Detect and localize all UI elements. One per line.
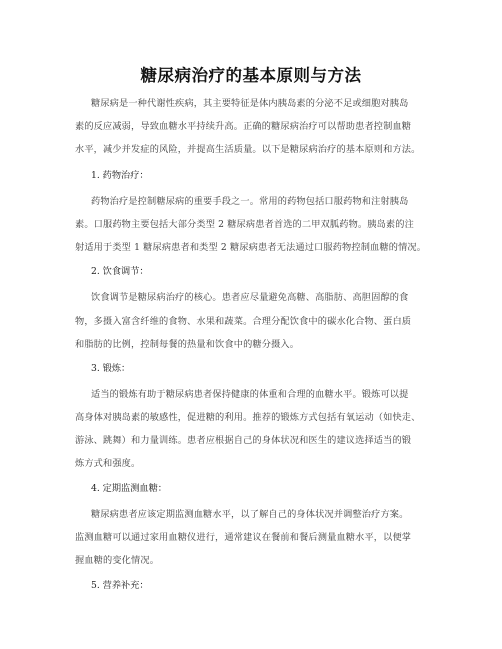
intro-line: 素的反应减弱，导致血糖水平持续升高。正确的糖尿病治疗可以帮助患者控制血糖 (75, 121, 412, 132)
page-title: 糖尿病治疗的基本原则与方法 (140, 66, 362, 85)
section-heading: 3. 锻炼： (91, 363, 131, 374)
section-heading: 1. 药物治疗： (91, 170, 149, 181)
section-line: 适当的锻炼有助于糖尿病患者保持健康的体重和合理的血糖水平。锻炼可以提 (91, 389, 409, 400)
intro-line: 水平，减少并发症的风险，并提高生活质量。以下是糖尿病治疗的基本原则和方法。 (75, 144, 421, 155)
section-line: 物，多摄入富含纤维的食物、水果和蔬菜。合理分配饮食中的碳水化合物、蛋白质 (75, 316, 412, 327)
section-line: 药物治疗是控制糖尿病的重要手段之一。常用的药物包括口服药物和注射胰岛 (91, 196, 409, 207)
section-line: 游泳、跳舞）和力量训练。患者应根据自己的身体状况和医生的建议选择适当的锻 (75, 435, 412, 446)
section-heading: 4. 定期监测血糖： (91, 483, 167, 494)
section-line: 素。口服药物主要包括大部分类型 2 糖尿病患者首选的二甲双胍药物。胰岛素的注 (75, 219, 414, 230)
section-heading: 5. 营养补充： (91, 580, 149, 591)
section-heading: 2. 饮食调节： (91, 266, 149, 277)
section-line: 射适用于类型 1 糖尿病患者和类型 2 糖尿病患者无法通过口服药物控制血糖的情况。 (75, 242, 427, 253)
section-line: 饮食调节是糖尿病治疗的核心。患者应尽量避免高糖、高脂肪、高胆固醇的食 (91, 292, 409, 303)
section-line: 监测血糖可以通过家用血糖仪进行，通常建议在餐前和餐后测量血糖水平，以便掌 (75, 532, 412, 543)
section-line: 炼方式和强度。 (75, 458, 141, 469)
section-line: 握血糖的变化情况。 (75, 555, 160, 566)
section-line: 糖尿病患者应该定期监测血糖水平，以了解自己的身体状况并调整治疗方案。 (91, 509, 409, 520)
section-line: 和脂肪的比例，控制每餐的热量和饮食中的糖分摄入。 (75, 339, 300, 350)
intro-line: 糖尿病是一种代谢性疾病，其主要特征是体内胰岛素的分泌不足或细胞对胰岛 (91, 98, 409, 109)
section-line: 高身体对胰岛素的敏感性，促进糖的利用。推荐的锻炼方式包括有氧运动（如快走、 (75, 412, 421, 423)
